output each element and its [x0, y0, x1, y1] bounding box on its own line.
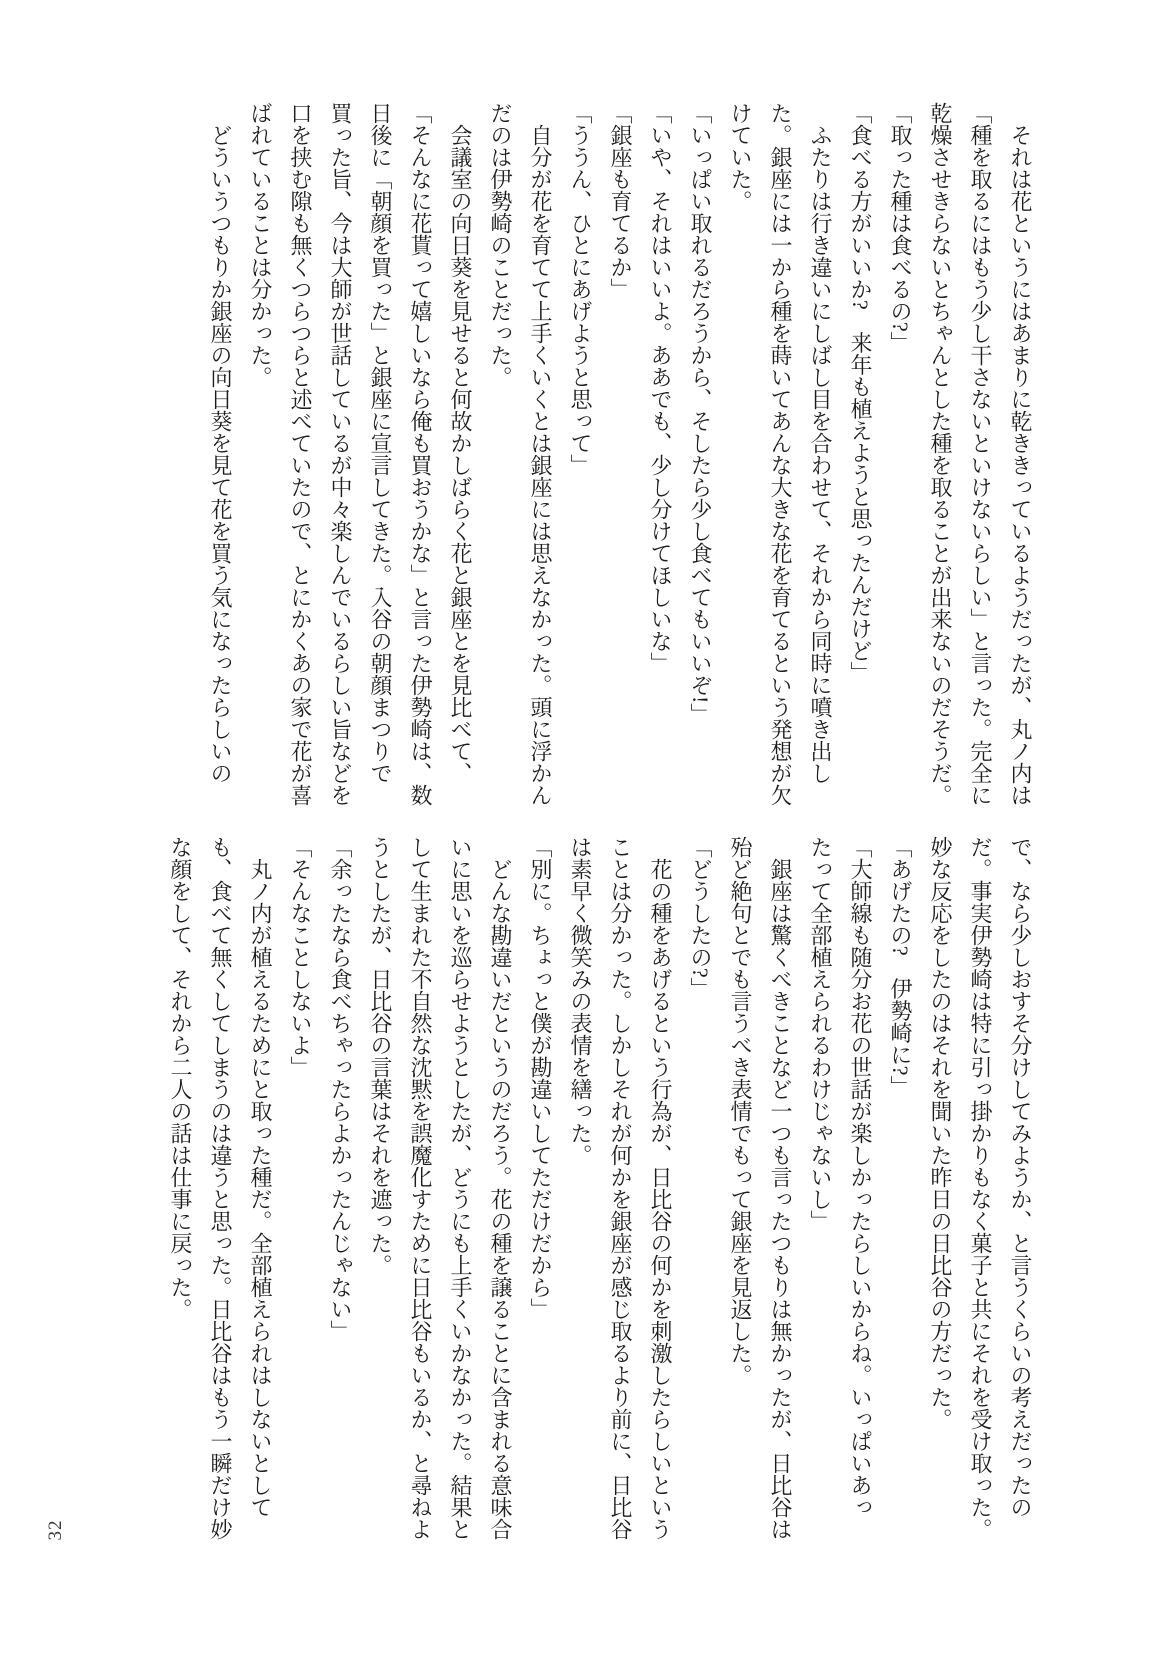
paragraph: で、なら少しおすそ分けしてみようか、と言うくらいの考えだったのだ。事実伊勢崎は特に引っ掛かりもなく菓子と共にそれを受け取った。妙な反応をしたのはそれを聞いた昨日の日比谷の方だった。 [928, 836, 1033, 1540]
page-number: 32 [45, 1519, 66, 1541]
paragraph: 「余ったなら食べちゃったらよかったんじゃない」 [328, 836, 353, 1342]
paragraph: 「取った種は食べるの?」 [888, 102, 913, 354]
paragraph: 花の種をあげるという行為が、日比谷の何かを刺激したらしいということは分かった。しかしそれが何かを銀座が感じ取るより前に、日比谷は素早く微笑みの表情を繕った。 [568, 836, 673, 1540]
paragraph: 銀座は驚くべきことなど一つも言ったつもりは無かったが、日比谷は殆ど絶句とでも言うべき表情でもって銀座を見返した。 [728, 836, 793, 1540]
paragraph: 「大師線も随分お花の世話が楽しかったらしいからね。いっぱいあったって全部植えられるわけじゃないし」 [808, 836, 873, 1518]
paragraph: 「あげたの? 伊勢崎に?」 [888, 836, 913, 1098]
paragraph: 「いや、それはいいよ。ああでも、少し分けてほしいな」 [648, 102, 673, 674]
paragraph: 「いっぱい取れるだろうから、そしたら少し食べてもいいぞ!」 [688, 102, 713, 726]
paragraph: どういうつもりか銀座の向日葵を見て花を買う気になったらしいの [208, 124, 233, 784]
paragraph: 会議室の向日葵を見せると何故かしばらく花と銀座とを見比べて、「そんなに花貰って嬉しいなら俺も買おうかな」と言った伊勢崎は、数日後に「朝顔を買った」と銀座に宣言してきた。入谷の朝顔まつりで買った旨、今は大師が世話しているが中々楽しんでいるらしい旨などを口を挟む隙も無くつらつらと述べていたので、とにかくあの家で花が喜ばれていることは分かった。 [248, 102, 473, 806]
paragraph: それは花というにはあまりに乾ききっているようだったが、丸ノ内は「種を取るにはもう少し干さないといけないらしい」と言った。完全に乾燥させきらないとちゃんとした種を取ることが出来ないのだそうだ。 [928, 102, 1033, 806]
paragraph: 「食べる方がいいか? 来年も植えようと思ったんだけど」 [848, 102, 873, 684]
paragraph: 「どうしたの?」 [688, 836, 713, 1000]
bottom-text-block [160, 836, 1040, 1540]
paragraph: どんな勘違いだというのだろう。花の種を譲ることに含まれる意味合いに思いを巡らせようとしたが、どうにも上手くいかなかった。結果として生まれた不自然な沈黙を誤魔化すために日比谷もいるか、と尋ねようとしたが、日比谷の言葉はそれを遮った。 [368, 836, 513, 1540]
paragraph: 「そんなことしないよ」 [288, 836, 313, 1078]
paragraph: 「別に。ちょっと僕が勘違いしてただけだから」 [528, 836, 553, 1320]
paragraph: 自分が花を育てて上手くいくとは銀座には思えなかった。頭に浮かんだのは伊勢崎のことだった。 [488, 102, 553, 806]
top-text-block [200, 102, 1040, 806]
paragraph: 「銀座も育てるか」 [608, 102, 633, 300]
paragraph: 丸ノ内が植えるためにと取った種だ。全部植えられはしないとしても、食べて無くしてしまうのは違うと思った。日比谷はもう一瞬だけ妙な顔をして、それから二人の話は仕事に戻った。 [168, 836, 273, 1540]
paragraph: 「ううん、ひとにあげようと思って」 [568, 102, 593, 476]
paragraph: ふたりは行き違いにしばし目を合わせて、それから同時に噴き出した。銀座には一から種を蒔いてあんな大きな花を育てるという発想が欠けていた。 [728, 102, 833, 806]
